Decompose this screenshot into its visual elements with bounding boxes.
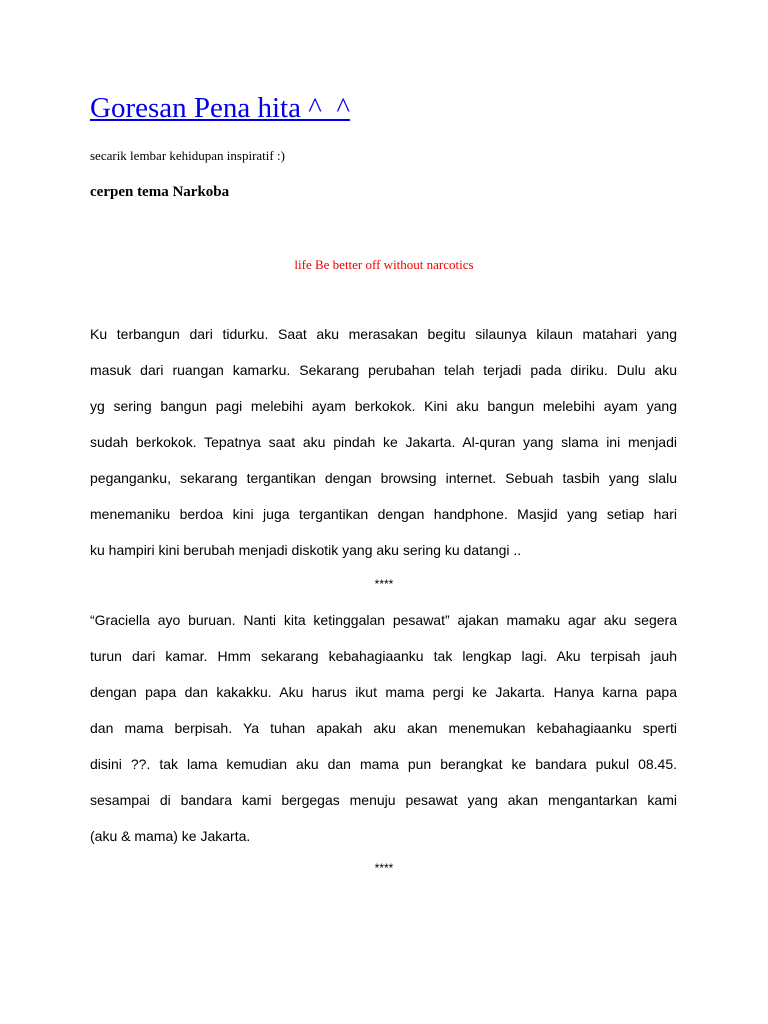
post-title: cerpen tema Narkoba (90, 184, 230, 200)
paragraph-line: (aku & mama) ke Jakarta. (90, 828, 251, 844)
paragraph-line: dan mama berpisah. Ya tuhan apakah aku akan menemukan kebahagiaanku sperti (90, 720, 677, 736)
story-paragraph-2 (90, 602, 677, 854)
paragraph-line: “Graciella ayo buruan. Nanti kita ketinggalan pesawat” ajakan mamaku agar aku segera (90, 612, 677, 628)
post-subtitle: life Be better off without narcotics (294, 257, 474, 272)
paragraph-line: sudah berkokok. Tepatnya saat aku pindah ke Jakarta. Al-quran yang slama ini menjadi (90, 434, 677, 450)
paragraph-line: peganganku, sekarang tergantikan dengan browsing internet. Sebuah tasbih yang slalu (90, 470, 677, 486)
blog-title-link[interactable]: Goresan Pena hita ^_^ (90, 92, 350, 124)
paragraph-line: sesampai di bandara kami bergegas menuju pesawat yang akan mengantarkan kami (90, 792, 677, 808)
blog-description: secarik lembar kehidupan inspiratif :) (90, 148, 285, 163)
paragraph-line: menemaniku berdoa kini juga tergantikan dengan handphone. Masjid yang setiap hari (90, 506, 677, 522)
paragraph-line: ku hampiri kini berubah menjadi diskotik yang aku sering ku datangi .. (90, 542, 522, 558)
paragraph-line: yg sering bangun pagi melebihi ayam berkokok. Kini aku bangun melebihi ayam yang (90, 398, 677, 414)
story-paragraph-1 (90, 316, 677, 568)
paragraph-line: turun dari kamar. Hmm sekarang kebahagiaanku tak lengkap lagi. Aku terpisah jauh (90, 648, 677, 664)
paragraph-line: Ku terbangun dari tidurku. Saat aku merasakan begitu silaunya kilaun matahari yang (90, 326, 677, 342)
section-separator: **** (374, 861, 394, 875)
paragraph-line: masuk dari ruangan kamarku. Sekarang perubahan telah terjadi pada diriku. Dulu aku (90, 362, 677, 378)
paragraph-line: dengan papa dan kakakku. Aku harus ikut mama pergi ke Jakarta. Hanya karna papa (90, 684, 677, 700)
paragraph-line: disini ??. tak lama kemudian aku dan mama pun berangkat ke bandara pukul 08.45. (90, 756, 677, 772)
section-separator: **** (374, 577, 394, 591)
